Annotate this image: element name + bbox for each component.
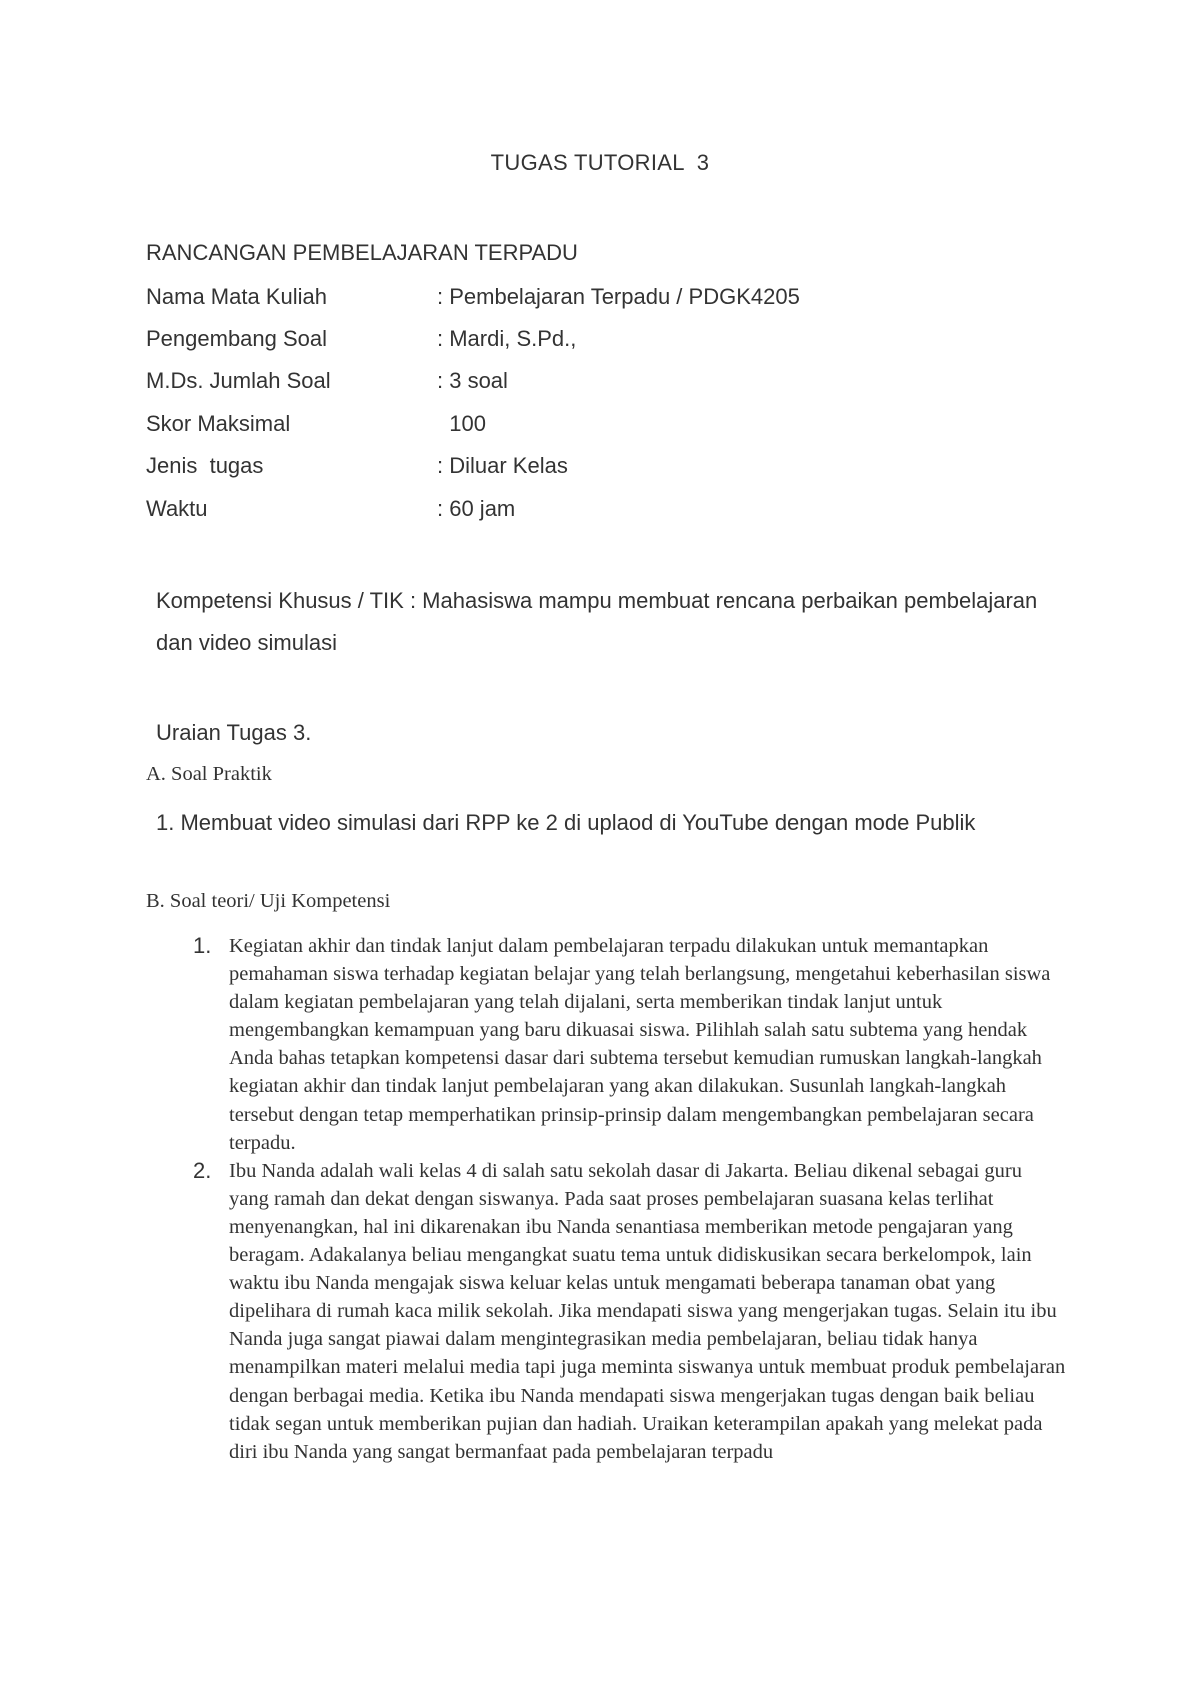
info-label: M.Ds. Jumlah Soal — [146, 368, 331, 393]
praktik-item: 1. Membuat video simulasi dari RPP ke 2 di uplaod di YouTube dengan mode Publik — [156, 810, 976, 835]
document-subtitle: RANCANGAN PEMBELAJARAN TERPADU — [146, 240, 578, 265]
info-value: : Mardi, S.Pd., — [437, 326, 577, 351]
info-value: : Pembelajaran Terpadu / PDGK4205 — [437, 284, 800, 309]
info-label: Pengembang Soal — [146, 326, 328, 351]
section-a-heading: A. Soal Praktik — [146, 763, 272, 785]
info-label: Nama Mata Kuliah — [146, 284, 327, 309]
info-label: Waktu — [146, 496, 208, 521]
info-value: : 60 jam — [437, 496, 516, 521]
info-value: : Diluar Kelas — [437, 453, 568, 478]
list-item-text: Ibu Nanda adalah wali kelas 4 di salah satu sekolah dasar di Jakarta. Beliau dikenal sebagai guru yang ramah dan dekat dengan siswanya. Pada saat proses pembelajaran suasana kelas terlihat menyenangkan, hal ini dikarenakan ibu Nanda senantiasa memberikan metode pengajaran yang beragam. Adakalanya beliau mengangkat suatu tema untuk didiskusikan secara berkelompok, lain waktu ibu Nanda mengajak siswa keluar kelas untuk mengamati beberapa tanaman obat yang dipelihara di rumah kaca milik sekolah. Jika mendapati siswa yang mengerjakan tugas. Selain itu ibu Nanda juga sangat piawai dalam mengintegrasikan media pembelajaran, beliau tidak hanya menampilkan materi melalui media tapi juga meminta siswanya untuk membuat produk pembelajaran dengan berbagai media. Ketika ibu Nanda mendapati siswa mengerjakan tugas dengan baik beliau tidak segan untuk memberikan pujian dan hadiah. Uraikan keterampilan apakah yang melekat pada diri ibu Nanda yang sangat bermanfaat pada pembelajaran terpadu — [229, 1159, 1066, 1463]
uraian-heading: Uraian Tugas 3. — [156, 720, 312, 745]
info-label: Skor Maksimal — [146, 411, 291, 436]
list-item — [186, 932, 1066, 1157]
list-item — [186, 1157, 1066, 1466]
info-value: 100 — [437, 411, 486, 436]
list-item-number: 2. — [193, 1157, 212, 1183]
document-title: TUGAS TUTORIAL 3 — [490, 150, 710, 175]
info-label: Jenis tugas — [146, 453, 264, 478]
section-b-heading: B. Soal teori/ Uji Kompetensi — [146, 890, 391, 912]
kompetensi-khusus: Kompetensi Khusus / TIK : Mahasiswa mampu membuat rencana perbaikan pembelajaran dan video simulasi — [156, 588, 1038, 655]
teori-question-list — [186, 932, 1066, 1466]
info-value: : 3 soal — [437, 368, 508, 393]
list-item-text: Kegiatan akhir dan tindak lanjut dalam pembelajaran terpadu dilakukan untuk memantapkan pemahaman siswa terhadap kegiatan belajar yang telah berlangsung, mengetahui keberhasilan siswa dalam kegiatan pembelajaran yang telah dijalani, serta memberikan tindak lanjut untuk mengembangkan kemampuan yang baru dikuasai siswa. Pilihlah salah satu subtema yang hendak Anda bahas tetapkan kompetensi dasar dari subtema tersebut kemudian rumuskan langkah-langkah kegiatan akhir dan tindak lanjut pembelajaran yang akan dilakukan. Susunlah langkah-langkah tersebut dengan tetap memperhatikan prinsip-prinsip dalam mengembangkan pembelajaran secara terpadu. — [229, 935, 1051, 1154]
list-item-number: 1. — [193, 933, 212, 958]
